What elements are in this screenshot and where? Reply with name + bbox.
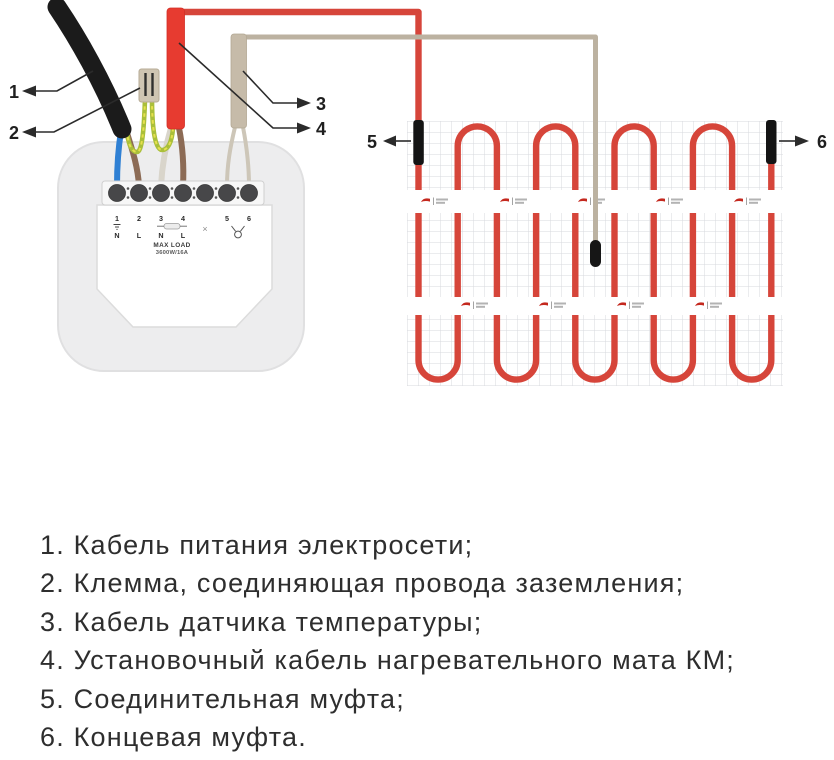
terminal-module-body	[97, 205, 272, 327]
arrowhead-icon	[297, 123, 311, 134]
terminal-sub-label-n2: N	[158, 231, 164, 240]
arrowhead-icon	[795, 136, 809, 147]
arrowhead-icon	[22, 86, 36, 97]
arrowhead-icon	[22, 127, 36, 138]
terminal-number-3: 3	[159, 214, 163, 223]
legend-item-2: 2. Клемма, соединяющая провода заземления;	[40, 568, 685, 599]
cold-lead-cable	[167, 8, 185, 129]
mat-tape-band-bottom	[407, 297, 783, 315]
callout-6	[779, 136, 809, 147]
legend-item-3: 3. Кабель датчика температуры;	[40, 606, 483, 637]
terminal-module	[97, 181, 272, 327]
callout-5-label: 5	[366, 132, 378, 152]
terminal-sub-label-l2: L	[180, 231, 186, 240]
terminal-number-4: 4	[181, 214, 185, 223]
callout-6-label: 6	[816, 132, 828, 152]
legend	[40, 526, 735, 756]
terminal-unused-mark: ×	[202, 224, 208, 234]
sensor-cable	[231, 34, 247, 128]
legend-item-1: 1. Кабель питания электросети;	[40, 530, 474, 560]
callout-3-label: 3	[315, 94, 327, 114]
arrowhead-icon	[383, 136, 396, 147]
power-cable	[57, 7, 122, 129]
callout-1-label: 1	[8, 82, 20, 102]
callout-2-label: 2	[8, 123, 20, 143]
terminal-sub-label-n1: N	[114, 231, 120, 240]
callout-4-label: 4	[315, 119, 327, 139]
terminal-number-2: 2	[137, 214, 141, 223]
coupling-sleeve	[413, 120, 424, 165]
max-load-value: 3600W/16A	[155, 250, 189, 256]
terminal-number-6: 6	[247, 214, 251, 223]
callout-5	[383, 136, 411, 147]
callout-3	[243, 71, 311, 109]
terminal-sub-label-l1: L	[136, 231, 142, 240]
terminal-number-5: 5	[225, 214, 229, 223]
end-sleeve	[766, 120, 777, 164]
legend-item-6: 6. Концевая муфта.	[40, 722, 307, 753]
terminal-number-1: 1	[115, 214, 119, 223]
arrowhead-icon	[297, 98, 311, 109]
legend-item-5: 5. Соединительная муфта;	[40, 683, 405, 714]
ground-clamp	[139, 69, 159, 102]
legend-item-4: 4. Установочный кабель нагревательного мата КМ;	[40, 645, 735, 676]
floor-sensor-probe	[590, 240, 601, 267]
callout-1	[22, 71, 93, 97]
max-load-label: MAX LOAD	[153, 242, 191, 249]
